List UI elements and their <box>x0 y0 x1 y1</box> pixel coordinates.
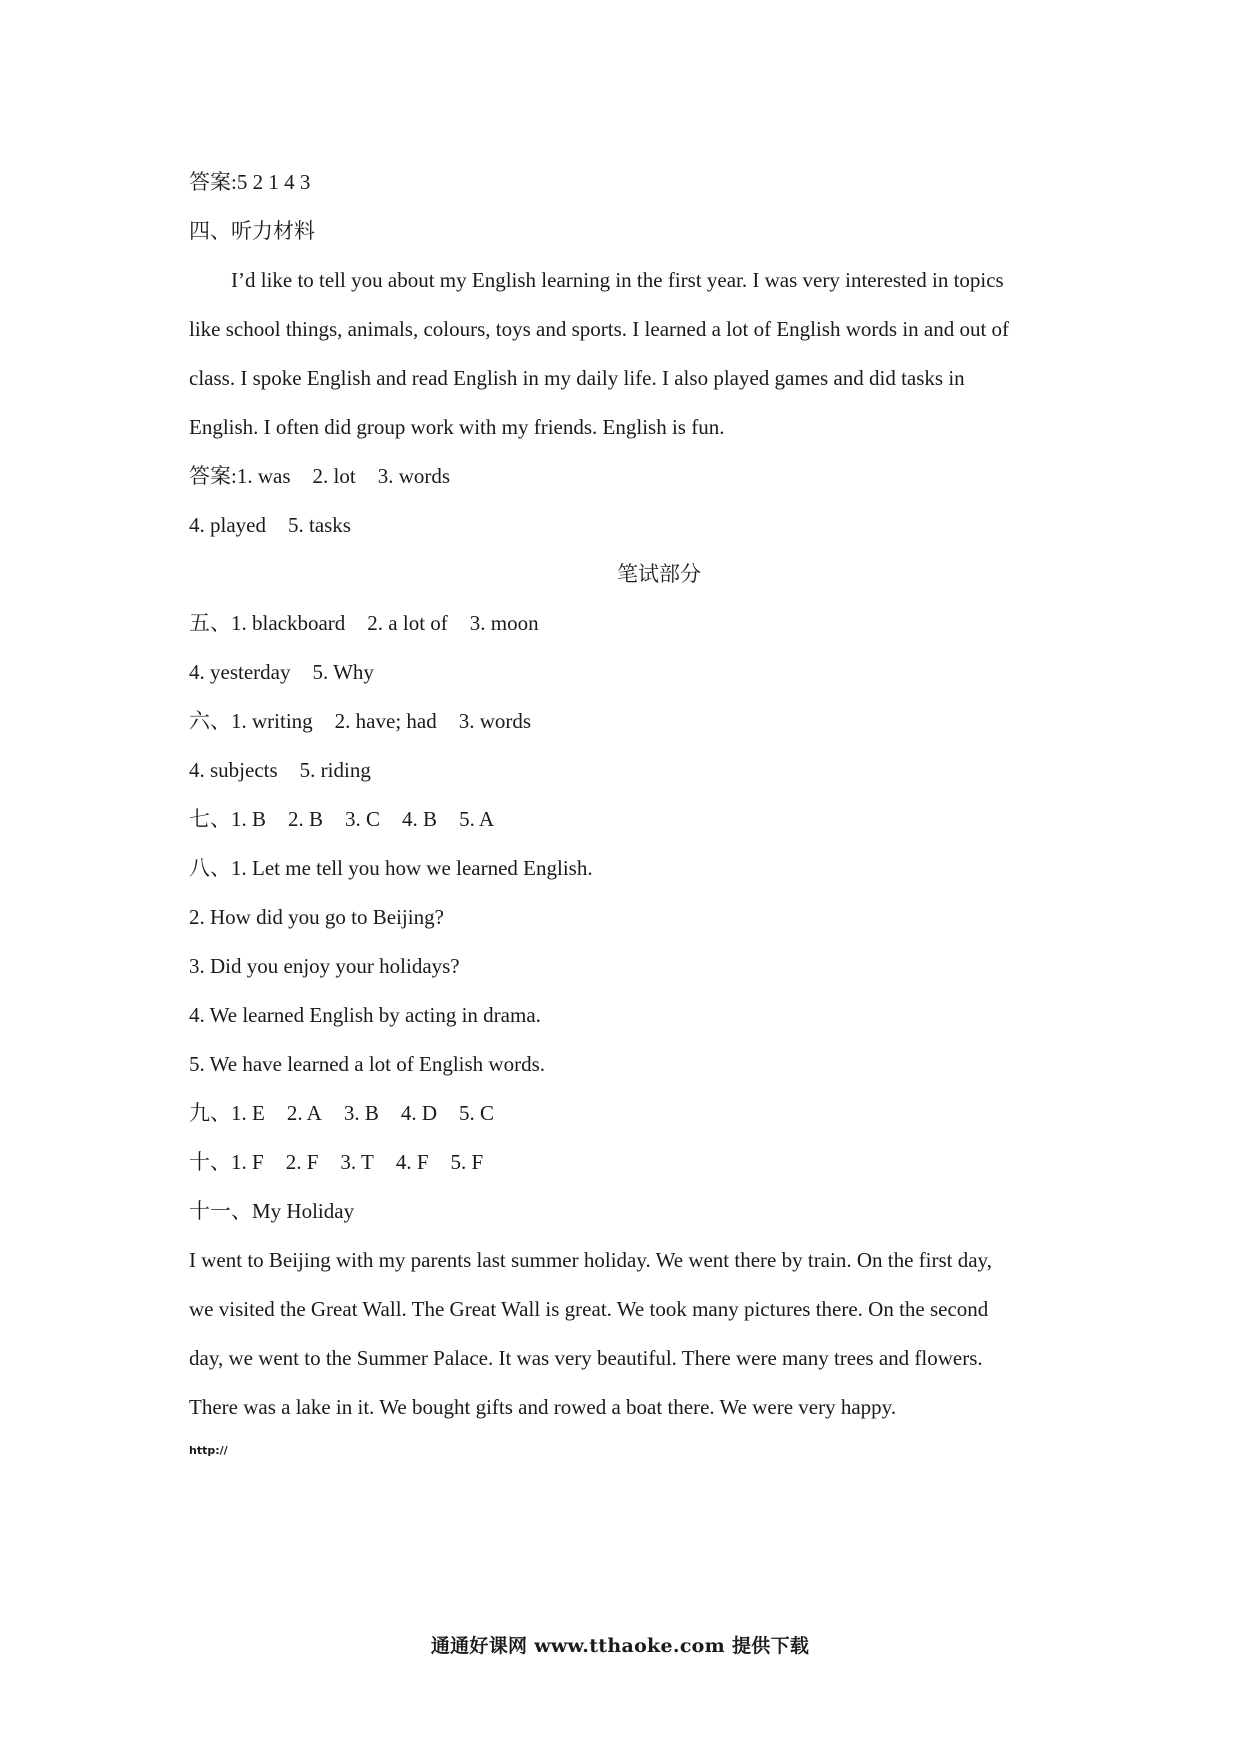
written-section-title: 笔试部分 <box>617 562 701 586</box>
section8-line: 4. We learned English by acting in drama. <box>189 1003 541 1027</box>
section6-row2 <box>189 746 1069 795</box>
answer-item: 3. B <box>343 1101 379 1125</box>
section6-label: 六、 <box>189 709 231 733</box>
answer-item: 4. F <box>395 1150 429 1174</box>
answer-item: 4. played <box>189 513 266 537</box>
section4-passage-line: I’d like to tell you about my English learning in the first year. I was very interested in topics <box>231 268 1004 292</box>
sentence-item: 1. Let me tell you how we learned English. <box>231 856 593 880</box>
answer-item: 2. have; had <box>334 709 437 733</box>
answer-item: 1. blackboard <box>231 611 346 635</box>
section4-passage-line: class. I spoke English and read English in my daily life. I also played games and did tasks in <box>189 366 965 390</box>
section4-answer-label: 答案: <box>189 464 237 488</box>
answer-item: 3. moon <box>469 611 539 635</box>
section9-label: 九、 <box>189 1101 231 1125</box>
essay-line: we visited the Great Wall. The Great Wall is great. We took many pictures there. On the second <box>189 1297 989 1321</box>
answer-item: 1. F <box>231 1150 264 1174</box>
answer-item: 5. riding <box>299 758 371 782</box>
essay-line: I went to Beijing with my parents last summer holiday. We went there by train. On the first day, <box>189 1248 992 1272</box>
answer-item: 4. D <box>400 1101 438 1125</box>
answer-item: 2. a lot of <box>367 611 448 635</box>
answer-item: 1. E <box>231 1101 265 1125</box>
answer-item: 1. B <box>231 807 267 831</box>
url-mark: http:// <box>189 1444 228 1457</box>
answer-item: 5. Why <box>312 660 374 684</box>
answer-part3: 答案:5 2 1 4 3 <box>189 170 311 194</box>
essay-title: My Holiday <box>252 1199 355 1223</box>
answer-item: 3. words <box>458 709 532 733</box>
essay-line: There was a lake in it. We bought gifts and rowed a boat there. We were very happy. <box>189 1395 897 1419</box>
answer-item: 2. lot <box>312 464 356 488</box>
section6-row1 <box>189 697 1069 746</box>
answer-item: 4. B <box>402 807 438 831</box>
answer-item: 5. tasks <box>287 513 351 537</box>
section5-row2 <box>189 648 1069 697</box>
answer-item: 1. writing <box>231 709 313 733</box>
essay-line: day, we went to the Summer Palace. It was very beautiful. There were many trees and flowers. <box>189 1346 983 1370</box>
answer-item: 2. A <box>286 1101 322 1125</box>
section8-line: 2. How did you go to Beijing? <box>189 905 444 929</box>
section8-label: 八、 <box>189 856 231 880</box>
section11-label: 十一、 <box>189 1199 252 1223</box>
answer-item: 4. yesterday <box>189 660 291 684</box>
answer-content <box>189 158 1069 1432</box>
answer-item: 2. F <box>285 1150 319 1174</box>
answer-item: 2. B <box>288 807 324 831</box>
section5-label: 五、 <box>189 611 231 635</box>
section8-line1 <box>189 844 1069 893</box>
section8-line: 3. Did you enjoy your holidays? <box>189 954 460 978</box>
section7-label: 七、 <box>189 807 231 831</box>
section9-row <box>189 1089 1069 1138</box>
section10-row <box>189 1138 1069 1187</box>
section7-row <box>189 795 1069 844</box>
answer-item: 4. subjects <box>189 758 278 782</box>
answer-item: 3. T <box>340 1150 374 1174</box>
answer-item: 3. C <box>345 807 381 831</box>
section5-row1 <box>189 599 1069 648</box>
answer-item: 1. was <box>236 464 291 488</box>
section10-label: 十、 <box>189 1150 231 1174</box>
section4-passage-line: English. I often did group work with my friends. English is fun. <box>189 415 725 439</box>
section4-answers-row2 <box>189 501 1069 550</box>
section4-answers-row1 <box>189 452 1069 501</box>
section11-heading <box>189 1187 1069 1236</box>
section4-heading: 四、听力材料 <box>189 219 315 243</box>
section8-line: 5. We have learned a lot of English words. <box>189 1052 545 1076</box>
section4-passage-line: like school things, animals, colours, toys and sports. I learned a lot of English words in and out of <box>189 317 1010 341</box>
answer-item: 5. F <box>450 1150 484 1174</box>
footer-download-notice: 通通好课网 www.tthaoke.com 提供下载 <box>430 1635 810 1657</box>
answer-item: 5. A <box>459 807 495 831</box>
answer-item: 5. C <box>459 1101 495 1125</box>
answer-item: 3. words <box>377 464 451 488</box>
